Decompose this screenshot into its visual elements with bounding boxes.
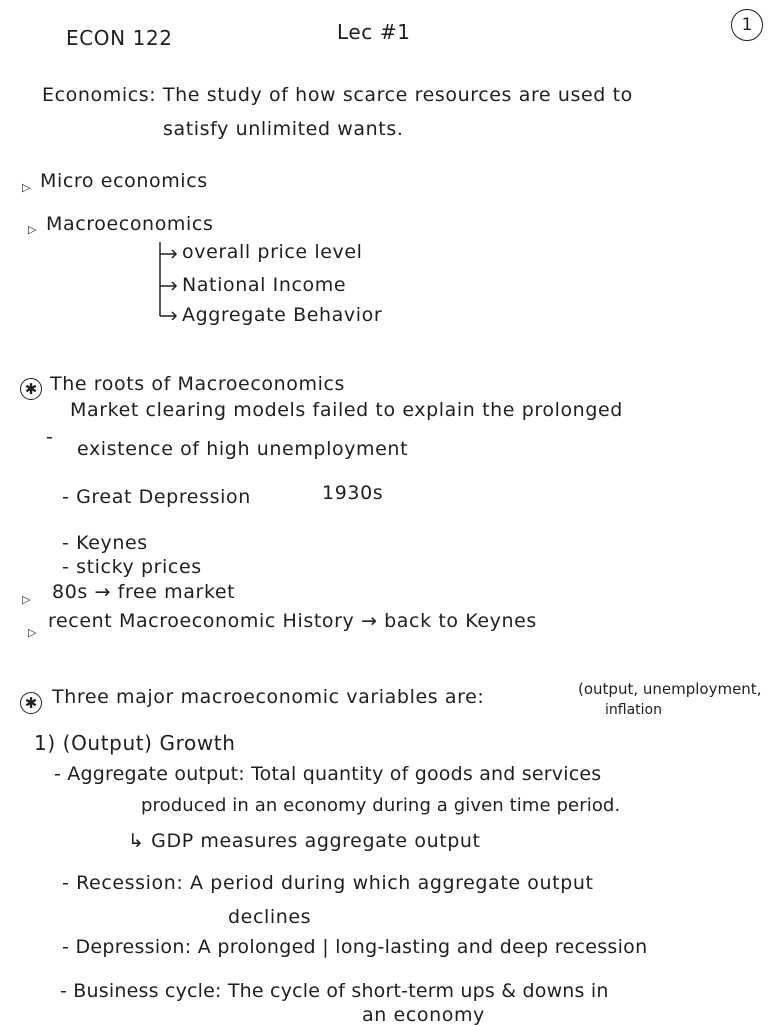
variables-heading: Three major macroeconomic variables are:	[52, 686, 485, 708]
eighties-item: 80s → free market	[52, 581, 236, 603]
roots-point1-line2: existence of high unemployment	[77, 438, 409, 460]
recession-line1: - Recession: A period during which aggregate output	[62, 872, 594, 894]
macroeconomics-item: Macroeconomics	[46, 213, 214, 235]
variables-list-line1: (output, unemployment,	[578, 680, 762, 698]
aggregate-output-line2: produced in an economy during a given time period.	[141, 795, 621, 816]
keynes-item: - Keynes	[62, 532, 148, 554]
course-title: ECON 122	[66, 26, 173, 50]
macro-topic-price-level: overall price level	[182, 241, 363, 263]
sticky-prices-item: - sticky prices	[62, 556, 202, 578]
roots-point1-line1: Market clearing models failed to explain the prolonged	[70, 399, 623, 421]
recession-line2: declines	[228, 906, 312, 928]
page-number: 1	[731, 9, 763, 41]
economics-definition-line1: Economics: The study of how scarce resources are used to	[42, 84, 633, 106]
great-depression-year: 1930s	[322, 482, 384, 504]
aggregate-output-line1: - Aggregate output: Total quantity of goods and services	[54, 763, 602, 785]
microeconomics-item: Micro economics	[40, 170, 208, 192]
triangle-bullet-icon: ▷	[22, 593, 31, 606]
triangle-bullet-icon: ▷	[22, 181, 31, 194]
lecture-title: Lec #1	[337, 20, 411, 44]
roots-dash: -	[46, 426, 54, 448]
variables-list-line2: inflation	[605, 702, 662, 718]
asterisk-circle-icon: ✱	[20, 378, 42, 400]
economics-definition-line2: satisfy unlimited wants.	[163, 118, 404, 140]
triangle-bullet-icon: ▷	[28, 626, 37, 639]
business-cycle-line1: - Business cycle: The cycle of short-term ups & downs in	[60, 980, 609, 1002]
asterisk-circle-icon: ✱	[20, 692, 42, 714]
recent-history-item: recent Macroeconomic History → back to Keynes	[48, 610, 537, 632]
gdp-item: ↳ GDP measures aggregate output	[128, 830, 481, 852]
growth-heading: 1) (Output) Growth	[34, 731, 236, 755]
macro-topic-national-income: National Income	[182, 274, 347, 296]
depression-item: - Depression: A prolonged | long-lasting and deep recession	[62, 936, 648, 958]
triangle-bullet-icon: ▷	[28, 223, 37, 236]
great-depression: - Great Depression	[62, 486, 251, 508]
macro-topic-aggregate-behavior: Aggregate Behavior	[182, 304, 383, 326]
roots-heading: The roots of Macroeconomics	[50, 373, 346, 395]
business-cycle-line2: an economy	[362, 1004, 485, 1026]
